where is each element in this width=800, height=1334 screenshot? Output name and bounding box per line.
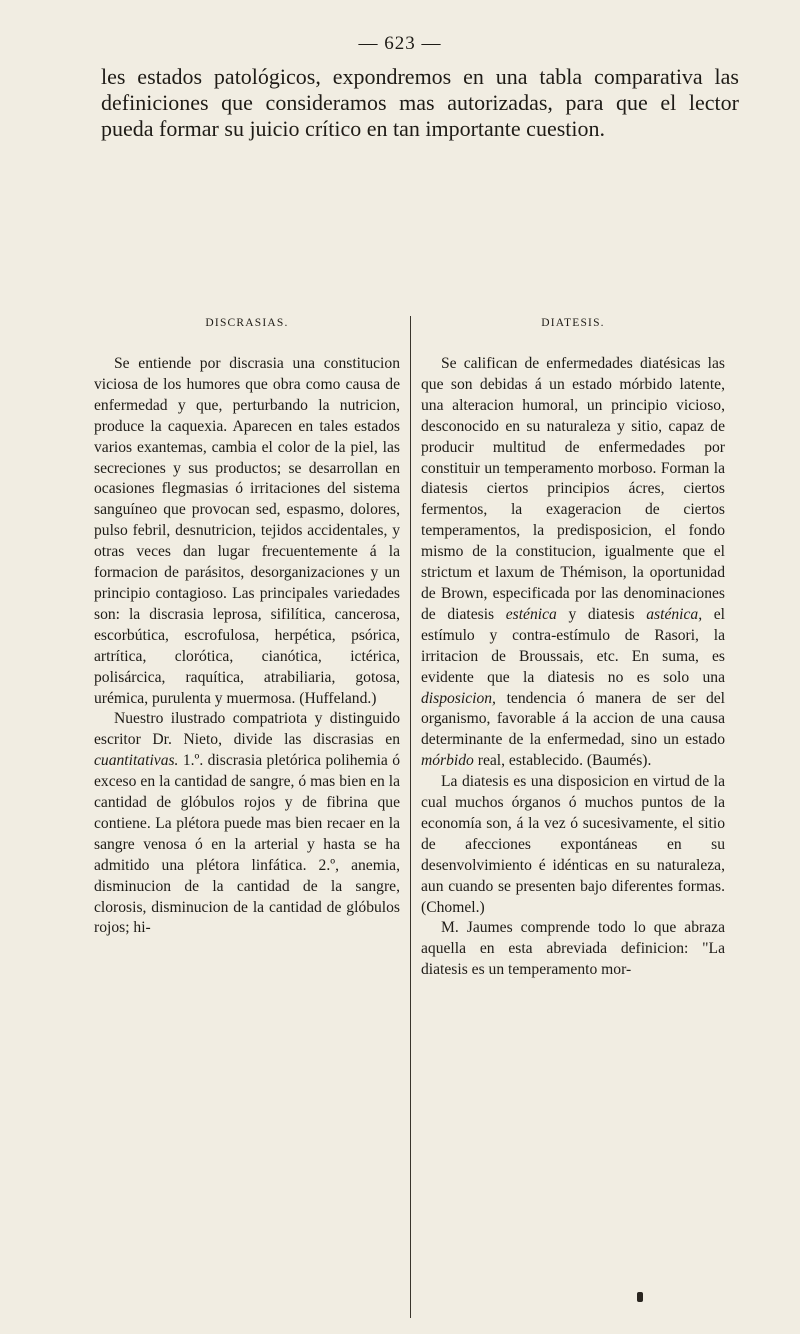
column-diatesis	[421, 316, 725, 981]
column-heading-discrasias: DISCRASIAS.	[205, 317, 289, 329]
diatesis-p1-text-b: y diatesis	[556, 605, 647, 623]
diatesis-p1-text-c: el estímulo y contra-estímulo de Rasori, la irritacion de Broussais, etc. En suma, es evidente que la diatesis no es solo una	[421, 605, 725, 686]
column-divider	[410, 316, 411, 1318]
intro-paragraph	[101, 64, 739, 142]
diatesis-paragraph-2: La diatesis es una disposicion en virtud de la cual muchos órganos ó muchos puntos de la economía son, á la vez ó sucesivamente, el sitio de afecciones expontáneas en su desenvolvimiento é idénticas en su naturaleza, aun cuando se presenten bajo diferentes formas. (Chomel.)	[421, 773, 725, 916]
diatesis-p1-text-a: Se califican de enfermedades diatésicas las que son debidas á un estado mórbido latente, una alteracion humoral, un principio vicioso, desconocido en su naturaleza y sitio, capaz de producir multitud de enfermedades por constituir un temperamento morboso. Forman la diatesis ciertos principios ácres, ciertos fermentos, la exageracion de ciertos temperamentos, la predisposicion, el fondo mismo de la constitucion, igualmente que el strictum et laxum de Thémison, la oportunidad de Brown, especificada por las denominaciones de diatesis	[421, 355, 725, 623]
column-heading-diatesis: DIATESIS.	[541, 317, 605, 329]
diatesis-paragraph-1	[421, 354, 725, 772]
diatesis-p1-emphasis-2: asténica,	[646, 605, 703, 623]
discrasias-paragraph-2	[94, 709, 400, 939]
diatesis-p1-emphasis-1: esténica	[505, 605, 557, 623]
diatesis-p1-text-e: real, establecido. (Baumés).	[473, 752, 652, 770]
discrasias-p2-emphasis: cuantitativas.	[94, 752, 179, 770]
diatesis-p1-emphasis-3: disposicion,	[421, 689, 496, 707]
discrasias-paragraph-1: Se entiende por discrasia una constitucion viciosa de los humores que obra como causa de enfermedad y que, perturbando la nutricion, produce la caquexia. Aparecen en tales estados varios exantemas, cambia el color de la piel, las secreciones y sus productos; se desarrollan en ocasiones flegmasias ó irritaciones del sistema sanguíneo que provocan sed, espasmo, dolores, pulso febril, desnutricion, tejidos accidentales, y otras veces dan lugar frecuentemente á la formacion de parásitos, desorganizaciones y un principio contagioso. Las principales variedades son: la discrasia leprosa, sifilítica, cancerosa, escorbútica, escrofulosa, herpética, psórica, artrítica, clorótica, cianótica, ictérica, polisárcica, raquítica, atrabiliaria, gotosa, urémica, purulenta y muermosa. (Huffeland.)	[94, 355, 400, 707]
intro-text: les estados patológicos, expondremos en una tabla comparativa las definiciones que consideramos mas autorizadas, para que el lector pueda formar su juicio crítico en tan importante cuestion.	[101, 64, 739, 141]
diatesis-p1-text-d: tendencia ó manera de ser del organismo, favorable á la accion de una causa determinante de la enfermedad, sino un estado	[421, 689, 725, 749]
discrasias-p2-text-a: Nuestro ilustrado compatriota y distinguido escritor Dr. Nieto, divide las discrasias en	[94, 710, 400, 749]
discrasias-p2-text-b: 1.º. discrasia pletórica polihemia ó exceso en la cantidad de sangre, ó mas bien en la cantidad de glóbulos rojos y de fibrina que contiene. La plétora puede mas bien recaer en la sangre venosa ó en la arterial y hasta se ha admitido una plétora linfática. 2.º, anemia, disminucion de la cantidad de la sangre, clorosis, disminucion de la cantidad de glóbulos rojos; hi-	[94, 752, 400, 937]
column-discrasias	[94, 316, 400, 939]
page-number: — 623 —	[358, 33, 442, 54]
diatesis-p1-emphasis-4: mórbido	[421, 752, 474, 770]
diatesis-paragraph-3: M. Jaumes comprende todo lo que abraza aquella en esta abreviada definicion: "La diatesis es un temperamento mor-	[421, 919, 725, 979]
ink-mark	[637, 1292, 643, 1302]
